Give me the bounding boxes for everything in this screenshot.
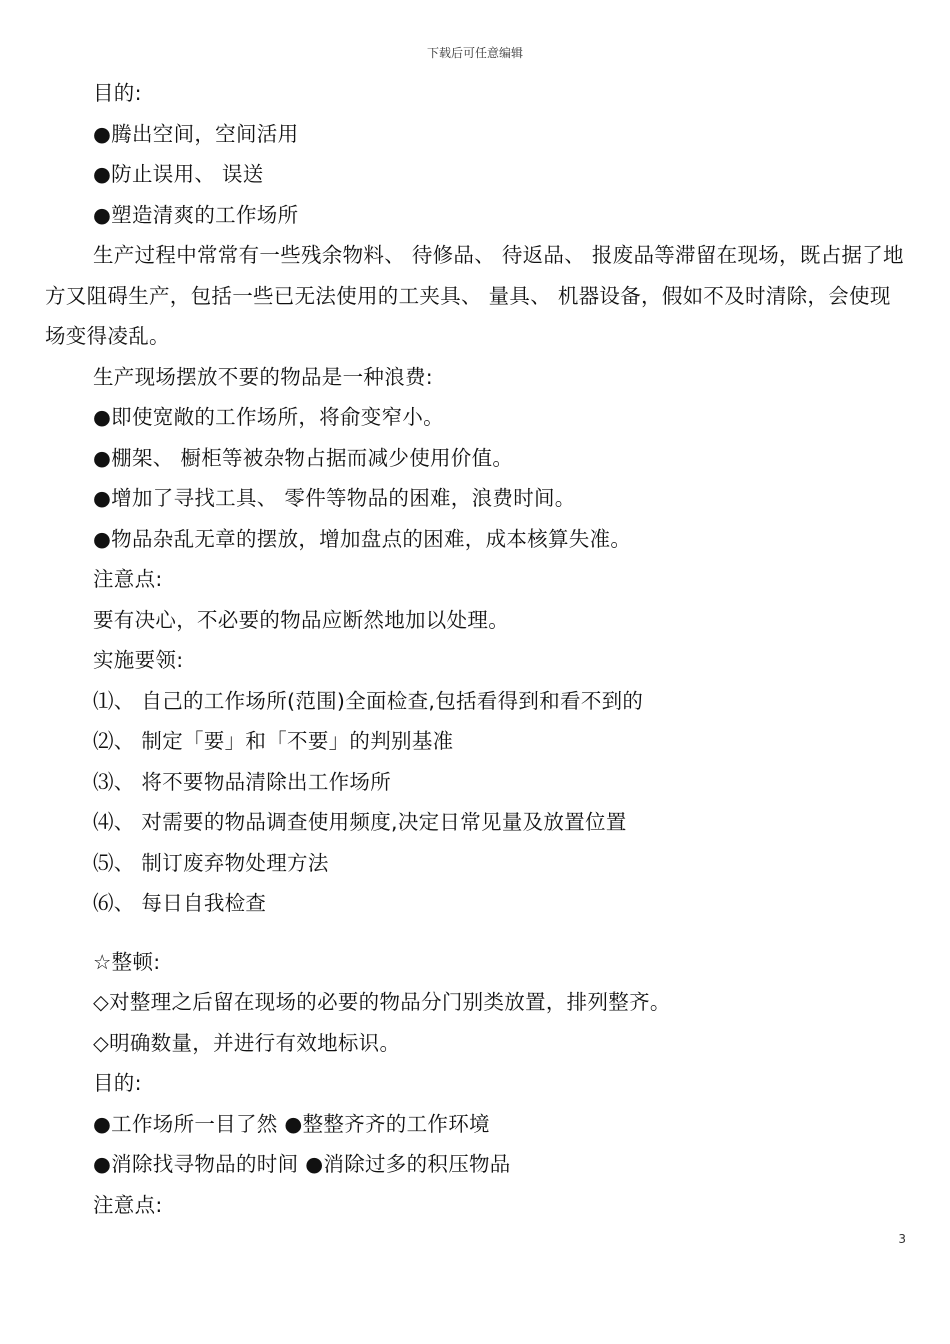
bullet-item: ●棚架、 橱柜等被杂物占据而减少使用价值。 [93,445,514,470]
section-heading-purpose: 目的: [93,81,142,105]
diamond-item: ◇明确数量，并进行有效地标识。 [93,1030,401,1055]
body-paragraph: 生产过程中常常有一些残余物料、 待修品、 待返品、 报废品等滞留在现场，既占据了地方又阻碍生产，包括一些已无法使用的工夹具、 量具、 机器设备，假如不及时清除，会使现场变得凌乱。 [45,243,904,348]
page-number: 3 [898,1232,906,1246]
section-heading-notes: 注意点: [93,567,163,591]
numbered-item: ⑴、 自己的工作场所(范围)全面检查,包括看得到和看不到的 [93,688,644,713]
numbered-item: ⑹、 每日自我检查 [93,891,267,915]
bullet-item: ●增加了寻找工具、 零件等物品的困难，浪费时间。 [93,486,576,510]
diamond-item: ◇对整理之后留在现场的必要的物品分门别类放置，排列整齐。 [93,990,671,1014]
bullet-item: ●物品杂乱无章的摆放，增加盘点的困难，成本核算失准。 [93,526,632,551]
text-line: 要有决心，不必要的物品应断然地加以处理。 [93,607,509,632]
numbered-item: ⑷、 对需要的物品调查使用频度,决定日常见量及放置位置 [93,810,627,834]
spacer [45,924,907,942]
bullet-item: ●塑造清爽的工作场所 [93,202,299,227]
numbered-item: ⑸、 制订废弃物处理方法 [93,850,329,875]
section-heading-implementation: 实施要领: [93,648,184,672]
numbered-item: ⑶、 将不要物品清除出工作场所 [93,769,392,794]
page-header: 下载后可任意编辑 [426,46,523,60]
document-body [45,73,907,1225]
bullet-item: ●腾出空间，空间活用 [93,121,299,146]
bullet-item: ●即使宽敞的工作场所，将俞变窄小。 [93,405,444,429]
section-heading-purpose: 目的: [93,1071,142,1095]
section-heading-arrange: ☆整顿: [93,949,161,974]
text-line: 生产现场摆放不要的物品是一种浪费: [93,364,434,389]
bullet-item: ●防止误用、 误送 [93,162,264,186]
bullet-item: ●工作场所一目了然 ●整整齐齐的工作环境 [93,1111,490,1136]
bullet-item: ●消除找寻物品的时间 ●消除过多的积压物品 [93,1152,511,1176]
section-heading-notes: 注意点: [93,1192,163,1217]
numbered-item: ⑵、 制定「要」和「不要」的判别基准 [93,729,454,753]
